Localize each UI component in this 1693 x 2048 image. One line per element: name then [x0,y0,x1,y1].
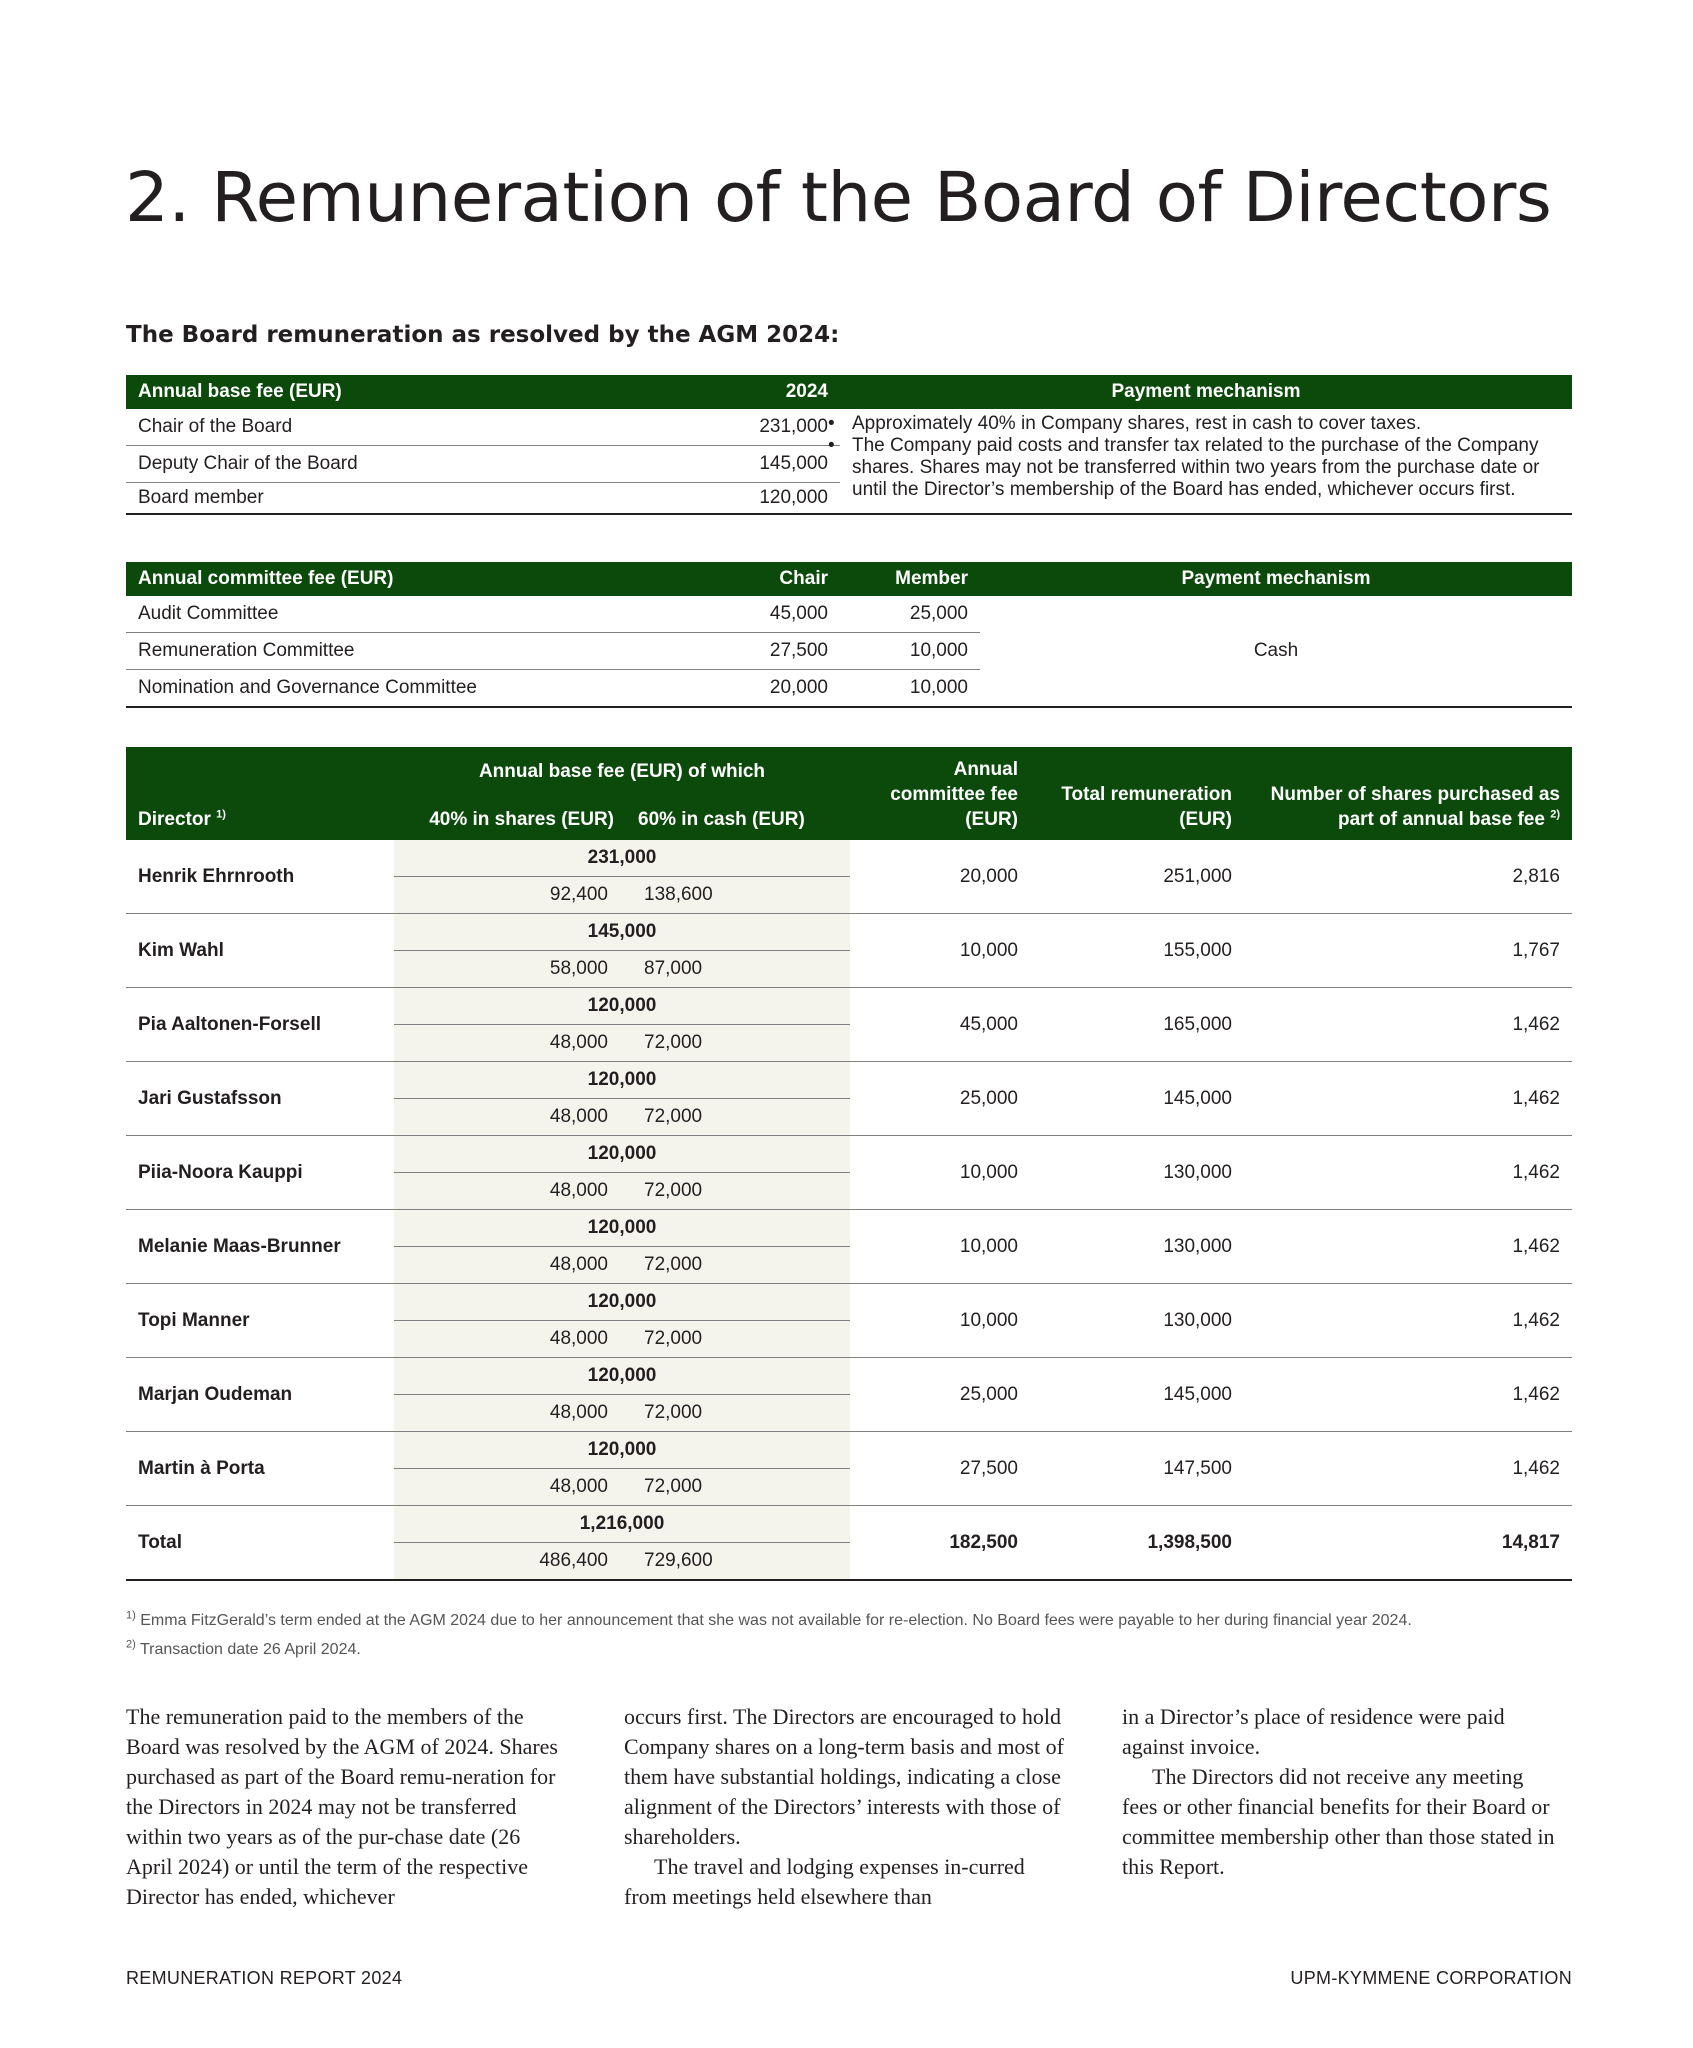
column-header-cash: 60% in cash (EUR) [638,809,805,830]
total-remuneration-cell: 130,000 [1030,1210,1244,1284]
body-column-2 [624,1702,1064,1912]
column-header: Chair [779,568,828,589]
share-count-cell: 1,462 [1244,1284,1572,1358]
share-count-cell: 1,462 [1244,1136,1572,1210]
role-cell: Chair of the Board [126,409,716,446]
committee-cell: Nomination and Governance Committee [126,670,716,708]
base-fee-cell: 1,216,000 [394,1506,850,1543]
fee-cell: 231,000 [716,409,840,446]
share-count-cell: 1,462 [1244,988,1572,1062]
cash-portion-cell: 72,000 [626,1469,850,1506]
column-header-share-count: Number of shares purchased as part of annual base fee $^{2)}$ [1270,784,1560,830]
table-row [126,914,1572,951]
table-row [126,1210,1572,1247]
shares-portion-cell: 48,000 [394,1247,626,1284]
director-name-cell: Topi Manner [126,1284,394,1358]
payment-mechanism-cell [840,409,1572,514]
shares-portion-cell: 48,000 [394,1395,626,1432]
member-fee-cell: 25,000 [840,596,980,633]
director-rows [126,840,1572,1580]
list-item: • The Company paid costs and transfer tax related to the purchase of the Company shares. Shares may not be transferred within two years from the purchase date or until the Director’s membership of the Board has ended, whichever occurs first. [852,435,1560,501]
director-name-cell: Martin à Porta [126,1432,394,1506]
director-name-cell: Melanie Maas-Brunner [126,1210,394,1284]
role-cell: Deputy Chair of the Board [126,446,716,483]
base-fee-cell: 120,000 [394,1432,850,1469]
column-header: Payment mechanism [1181,568,1371,589]
body-column-1 [126,1702,566,1912]
table-row [126,840,1572,877]
member-fee-cell: 10,000 [840,633,980,670]
chair-fee-cell: 27,500 [716,633,840,670]
cash-portion-cell: 72,000 [626,1395,850,1432]
cash-portion-cell: 138,600 [626,877,850,914]
base-fee-cell: 120,000 [394,1210,850,1247]
committee-fee-cell: 25,000 [850,1358,1030,1432]
total-remuneration-cell: 145,000 [1030,1062,1244,1136]
member-fee-cell: 10,000 [840,670,980,708]
footer-right: UPM-KYMMENE CORPORATION [1290,1968,1572,1988]
chair-fee-cell: 45,000 [716,596,840,633]
director-name-cell: Piia-Noora Kauppi [126,1136,394,1210]
list-item: • Approximately 40% in Company shares, rest in cash to cover taxes. [852,413,1560,435]
base-fee-cell: 120,000 [394,1284,850,1321]
column-header: Member [895,568,968,589]
total-row [126,1506,1572,1543]
column-header: 2024 [785,381,828,402]
total-remuneration-cell: 130,000 [1030,1136,1244,1210]
table-row [126,1358,1572,1395]
cash-portion-cell: 72,000 [626,1099,850,1136]
payment-mechanism-cell: Cash [980,596,1572,707]
director-name-cell: Kim Wahl [126,914,394,988]
total-remuneration-cell: 165,000 [1030,988,1244,1062]
role-cell: Board member [126,483,716,515]
shares-portion-cell: 48,000 [394,1469,626,1506]
cash-portion-cell: 87,000 [626,951,850,988]
director-name-cell: Henrik Ehrnrooth [126,840,394,914]
footnote-2: $^{2)}$ Transaction date 26 April 2024. [126,1638,361,1658]
footer-left: REMUNERATION REPORT 2024 [126,1968,403,1988]
share-count-cell: 1,462 [1244,1062,1572,1136]
body-paragraph: The travel and lodging expenses in-curred from meetings held elsewhere than [624,1854,1025,1909]
committee-fee-cell: 25,000 [850,1062,1030,1136]
body-paragraph: in a Director’s place of residence were paid against invoice. [1122,1704,1505,1759]
column-header-total: Total remuneration (EUR) [1061,784,1232,830]
cash-portion-cell: 72,000 [626,1247,850,1284]
body-paragraph: The Directors did not receive any meeting fees or other financial benefits for their Board or committee membership other than those stated in this Report. [1122,1764,1555,1879]
total-remuneration-cell: 147,500 [1030,1432,1244,1506]
committee-fee-cell: 182,500 [850,1506,1030,1581]
cash-portion-cell: 729,600 [626,1543,850,1581]
cash-portion-cell: 72,000 [626,1321,850,1358]
column-header: Payment mechanism [1111,381,1301,402]
share-count-cell: 1,462 [1244,1432,1572,1506]
committee-fee-cell: 27,500 [850,1432,1030,1506]
table-row [126,1136,1572,1173]
table-row [126,1432,1572,1469]
body-paragraph: occurs first. The Directors are encouraged to hold Company shares on a long-term basis and most of them have substantial holdings, indicating a close alignment of the Directors’ interests with those of shareholders. [624,1704,1064,1849]
share-count-cell: 1,767 [1244,914,1572,988]
director-name-cell: Jari Gustafsson [126,1062,394,1136]
committee-cell: Audit Committee [126,596,716,633]
base-fee-table [126,375,1572,515]
committee-fee-cell: 10,000 [850,914,1030,988]
share-count-cell: 1,462 [1244,1358,1572,1432]
base-fee-cell: 231,000 [394,840,850,877]
section-subtitle: The Board remuneration as resolved by the AGM 2024: [126,322,840,348]
page-title: 2. Remuneration of the Board of Directors [125,158,1552,238]
base-fee-cell: 120,000 [394,1136,850,1173]
total-remuneration-cell: 130,000 [1030,1284,1244,1358]
column-header-director: Director $^{1)}$ [138,808,226,830]
chair-fee-cell: 20,000 [716,670,840,708]
total-remuneration-cell: 145,000 [1030,1358,1244,1432]
fee-cell: 145,000 [716,446,840,483]
table-row [126,1284,1572,1321]
committee-fee-cell: 20,000 [850,840,1030,914]
table-row [126,596,1572,633]
shares-portion-cell: 48,000 [394,1321,626,1358]
share-count-cell: 14,817 [1244,1506,1572,1581]
shares-portion-cell: 48,000 [394,1173,626,1210]
base-fee-cell: 120,000 [394,1062,850,1099]
director-name-cell: Pia Aaltonen-Forsell [126,988,394,1062]
table-row [126,1062,1572,1099]
committee-fee-cell: 10,000 [850,1210,1030,1284]
footnote-1: $^{1)}$ Emma FitzGerald’s term ended at the AGM 2024 due to her announcement that she was not available for re-election. No Board fees were payable to her during financial year 2024. [126,1609,1412,1629]
cash-portion-cell: 72,000 [626,1173,850,1210]
share-count-cell: 2,816 [1244,840,1572,914]
shares-portion-cell: 48,000 [394,1099,626,1136]
shares-portion-cell: 58,000 [394,951,626,988]
share-count-cell: 1,462 [1244,1210,1572,1284]
total-remuneration-cell: 251,000 [1030,840,1244,914]
base-fee-cell: 120,000 [394,988,850,1025]
shares-portion-cell: 486,400 [394,1543,626,1581]
base-fee-cell: 145,000 [394,914,850,951]
shares-portion-cell: 92,400 [394,877,626,914]
shares-portion-cell: 48,000 [394,1025,626,1062]
base-fee-cell: 120,000 [394,1358,850,1395]
committee-cell: Remuneration Committee [126,633,716,670]
cash-portion-cell: 72,000 [626,1025,850,1062]
payment-bullets [852,413,1560,501]
director-name-cell: Marjan Oudeman [126,1358,394,1432]
total-remuneration-cell: 1,398,500 [1030,1506,1244,1581]
table-header-row [126,562,1572,596]
column-header-committee-fee: Annual committee fee (EUR) [890,759,1018,830]
table-header-row [126,375,1572,409]
fee-cell: 120,000 [716,483,840,515]
column-header-base-fee-group: Annual base fee (EUR) of which [478,761,766,782]
column-header: Annual base fee (EUR) [138,381,342,402]
committee-fee-table [126,562,1572,708]
table-row [126,988,1572,1025]
table-row [126,409,1572,446]
director-remuneration-table [126,747,1572,1581]
column-header-shares: 40% in shares (EUR) [429,809,614,830]
director-name-cell: Total [126,1506,394,1581]
committee-fee-cell: 10,000 [850,1136,1030,1210]
committee-fee-cell: 45,000 [850,988,1030,1062]
column-header: Annual committee fee (EUR) [138,568,394,589]
body-column-3 [1122,1702,1562,1882]
committee-fee-cell: 10,000 [850,1284,1030,1358]
table-header-row [126,747,1572,785]
total-remuneration-cell: 155,000 [1030,914,1244,988]
body-paragraph: The remuneration paid to the members of the Board was resolved by the AGM of 2024. Shares purchased as part of the Board remu-neration for the Directors in 2024 may not be transferred within two years as of the pur-chase date (26 April 2024) or until the term of the respective Director has ended, whichever [126,1704,558,1909]
